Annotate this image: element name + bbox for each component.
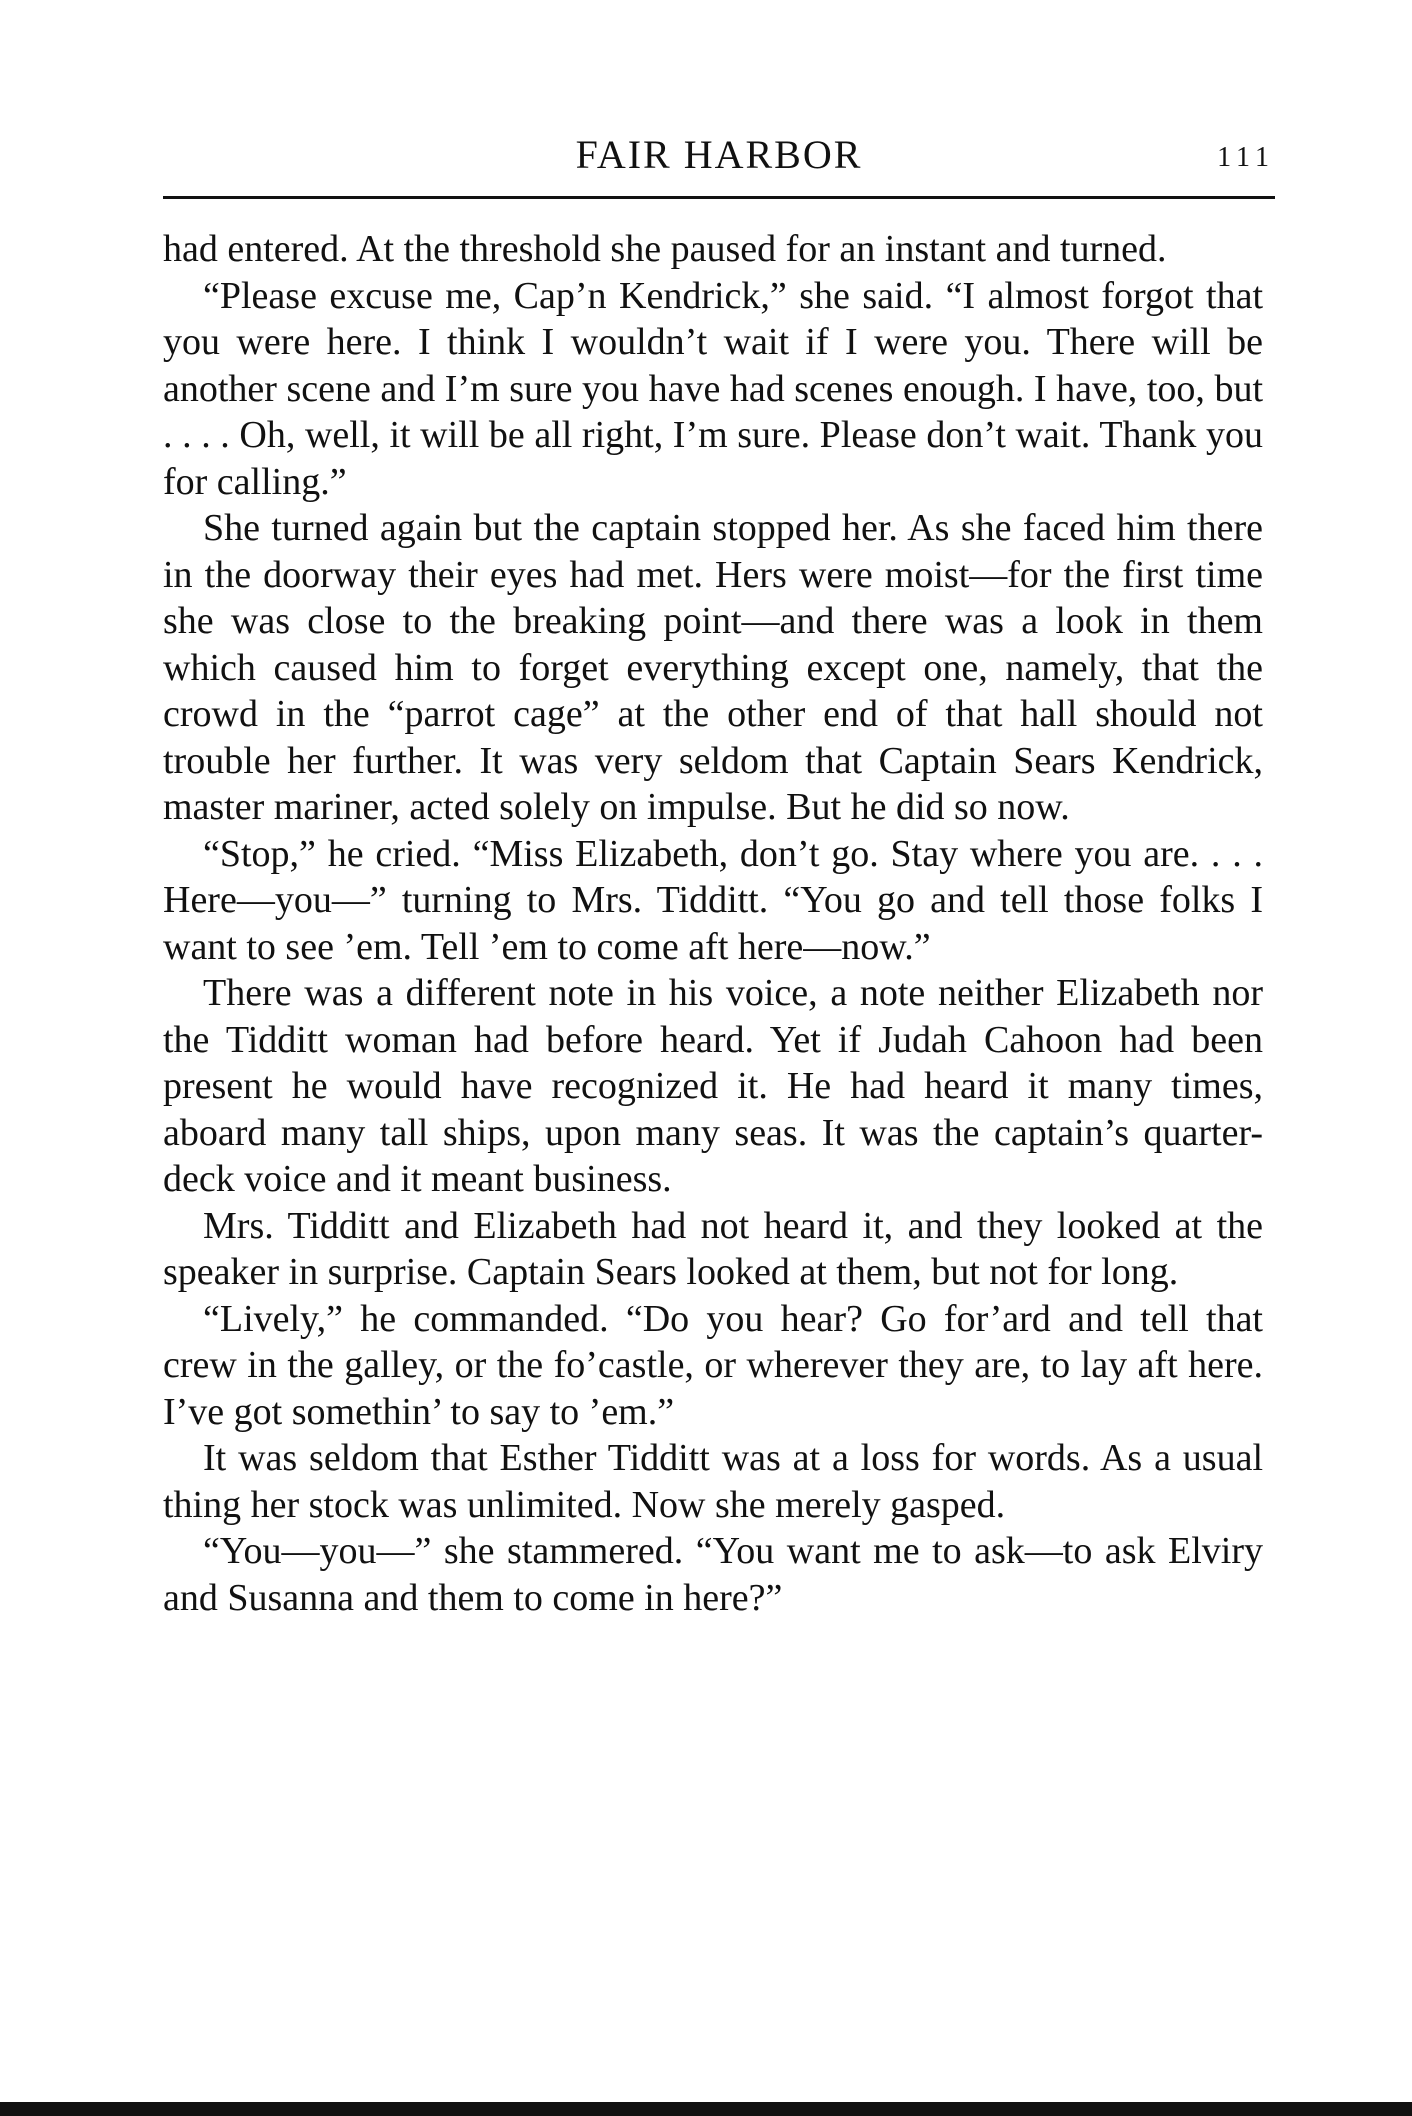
- page-number: 111: [1217, 142, 1275, 173]
- paragraph: “You—you—” she stammered. “You want me to ask—to ask Elviry and Susanna and them to come in here?”: [163, 1530, 1263, 1619]
- paragraph: “Stop,” he cried. “Miss Elizabeth, don’t go. Stay where you are. . . . Here—you—” turning to Mrs. Tidditt. “You go and tell those folks I want to see ’em. Tell ’em to come aft here—now.”: [163, 832, 1263, 968]
- paragraph: “Please excuse me, Cap’n Kendrick,” she said. “I almost forgot that you were here. I think I wouldn’t wait if I were you. There will be another scene and I’m sure you have had scenes enough. I have, too, but . . . . Oh, well, it will be all right, I’m sure. Please don’t wait. Thank you for calling.”: [163, 274, 1263, 503]
- paragraph: Mrs. Tidditt and Elizabeth had not heard it, and they looked at the speaker in surprise. Captain Sears looked at them, but not for long.: [163, 1204, 1263, 1293]
- body-text: [163, 226, 1263, 1621]
- paragraph: “Lively,” he commanded. “Do you hear? Go for’ard and tell that crew in the galley, or the fo’castle, or wherever they are, to lay aft here. I’ve got somethin’ to say to ’em.”: [163, 1297, 1263, 1433]
- header-rule: [163, 196, 1275, 199]
- paragraph: There was a different note in his voice, a note neither Elizabeth nor the Tidditt woman had before heard. Yet if Judah Cahoon had been present he would have recognized it. He had heard it many times, aboard many tall ships, upon many seas. It was the captain’s quarter-deck voice and it meant business.: [163, 972, 1263, 1200]
- running-head-title: FAIR HARBOR: [575, 132, 863, 177]
- paragraph: It was seldom that Esther Tidditt was at a loss for words. As a usual thing her stock was unlimited. Now she merely gasped.: [163, 1437, 1263, 1526]
- running-head: [163, 128, 1275, 182]
- paragraph: had entered. At the threshold she paused for an instant and turned.: [163, 228, 1167, 270]
- scan-bottom-edge: [0, 2102, 1412, 2116]
- paragraph: She turned again but the captain stopped her. As she faced him there in the doorway their eyes had met. Hers were moist—for the first time she was close to the breaking point—and there was a look in them which caused him to forget everything except one, namely, that the crowd in the “parrot cage” at the other end of that hall should not trouble her further. It was very seldom that Captain Sears Kendrick, master mariner, acted solely on impulse. But he did so now.: [163, 507, 1263, 828]
